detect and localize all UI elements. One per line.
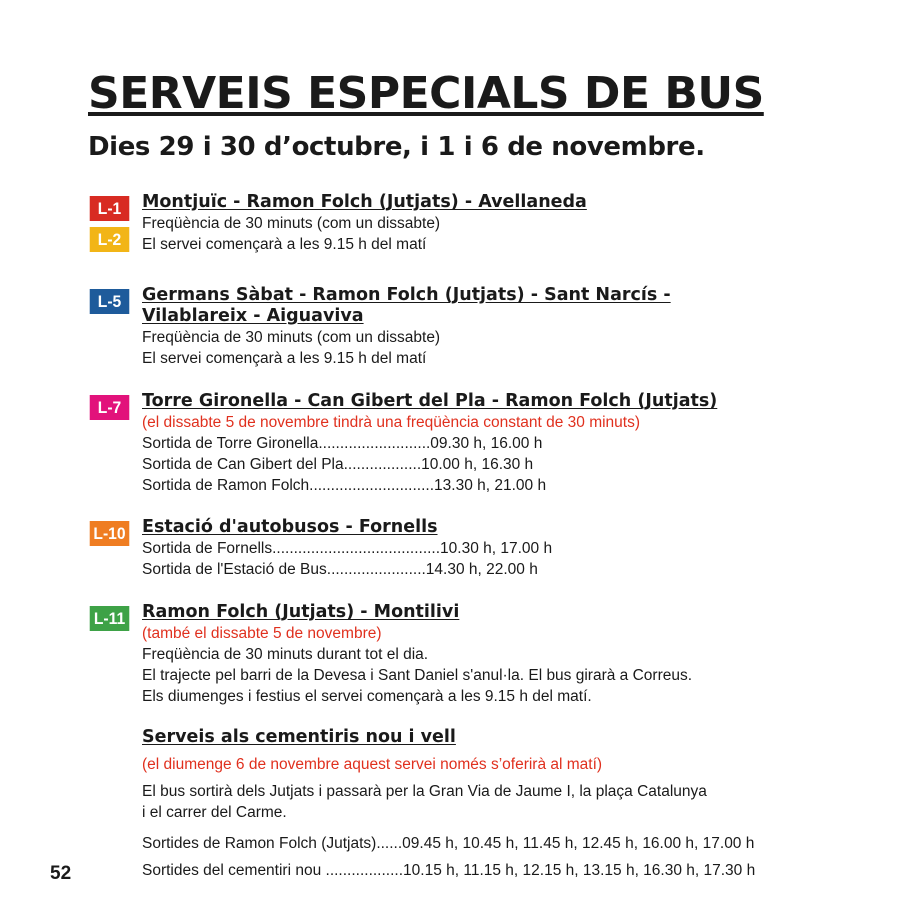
route-title: Torre Gironella - Can Gibert del Pla - Ramon Folch (Jutjats): [142, 391, 718, 411]
route-line: Freqüència de 30 minuts (com un dissabte): [142, 215, 441, 232]
route-l7: [142, 391, 842, 496]
line-badge-l7: L-7: [90, 395, 130, 420]
route-line: El servei començarà a les 9.15 h del matí: [142, 350, 427, 367]
route-l1-l2: [142, 192, 842, 255]
line-badge-l10: L-10: [90, 521, 130, 546]
line-badge-l5: L-5: [90, 289, 130, 314]
route-departure: Sortida de Can Gibert del Pla..................10.00 h, 16.30 h: [142, 456, 534, 473]
route-title-continued: Vilablareix - Aiguaviva: [142, 306, 364, 326]
page-title: SERVEIS ESPECIALS DE BUS: [88, 68, 764, 119]
cemetery-title: Serveis als cementiris nou i vell: [142, 727, 456, 747]
line-badge-l2: L-2: [90, 227, 130, 252]
route-note: (el dissabte 5 de novembre tindrà una freqüència constant de 30 minuts): [142, 414, 641, 431]
page-number: 52: [50, 863, 72, 884]
cemetery-schedule: Sortides de Ramon Folch (Jutjats)......09.45 h, 10.45 h, 11.45 h, 12.45 h, 16.00 h, 17.00 h: [142, 835, 755, 852]
route-line: Els diumenges i festius el servei començarà a les 9.15 h del matí.: [142, 688, 592, 705]
cemetery-text: El bus sortirà dels Jutjats i passarà per la Gran Via de Jaume I, la plaça Catalunya: [142, 783, 707, 800]
cemetery-schedule: Sortides del cementiri nou ..................10.15 h, 11.15 h, 12.15 h, 13.15 h, 16.30 h, 17.30 h: [142, 862, 756, 879]
route-line: El trajecte pel barri de la Devesa i Sant Daniel s'anul·la. El bus girarà a Correus.: [142, 667, 693, 684]
page-subtitle: Dies 29 i 30 d’octubre, i 1 i 6 de novembre.: [88, 132, 705, 162]
route-departure: Sortida de Ramon Folch.............................13.30 h, 21.00 h: [142, 477, 547, 494]
route-title: Germans Sàbat - Ramon Folch (Jutjats) - Sant Narcís -: [142, 285, 671, 305]
route-line: El servei començarà a les 9.15 h del matí: [142, 236, 427, 253]
route-line: Freqüència de 30 minuts (com un dissabte): [142, 329, 441, 346]
line-badge-l11: L-11: [90, 606, 130, 631]
route-title: Ramon Folch (Jutjats) - Montilivi: [142, 602, 460, 622]
route-line: Freqüència de 30 minuts durant tot el dia.: [142, 646, 429, 663]
route-l11: [142, 602, 842, 707]
route-note: (també el dissabte 5 de novembre): [142, 625, 382, 642]
route-l10: [142, 517, 842, 580]
route-departure: Sortida de l'Estació de Bus.......................14.30 h, 22.00 h: [142, 561, 538, 578]
route-title: Montjuïc - Ramon Folch (Jutjats) - Avellaneda: [142, 192, 587, 212]
route-l5: [142, 285, 842, 369]
route-departure: Sortida de Fornells.......................................10.30 h, 17.00 h: [142, 540, 553, 557]
cemetery-note: (el diumenge 6 de novembre aquest servei només s’oferirà al matí): [142, 756, 603, 773]
cemetery-text: i el carrer del Carme.: [142, 804, 287, 821]
route-title: Estació d'autobusos - Fornells: [142, 517, 438, 537]
cemetery-services: [142, 727, 842, 881]
line-badge-l1: L-1: [90, 196, 130, 221]
route-departure: Sortida de Torre Gironella..........................09.30 h, 16.00 h: [142, 435, 543, 452]
